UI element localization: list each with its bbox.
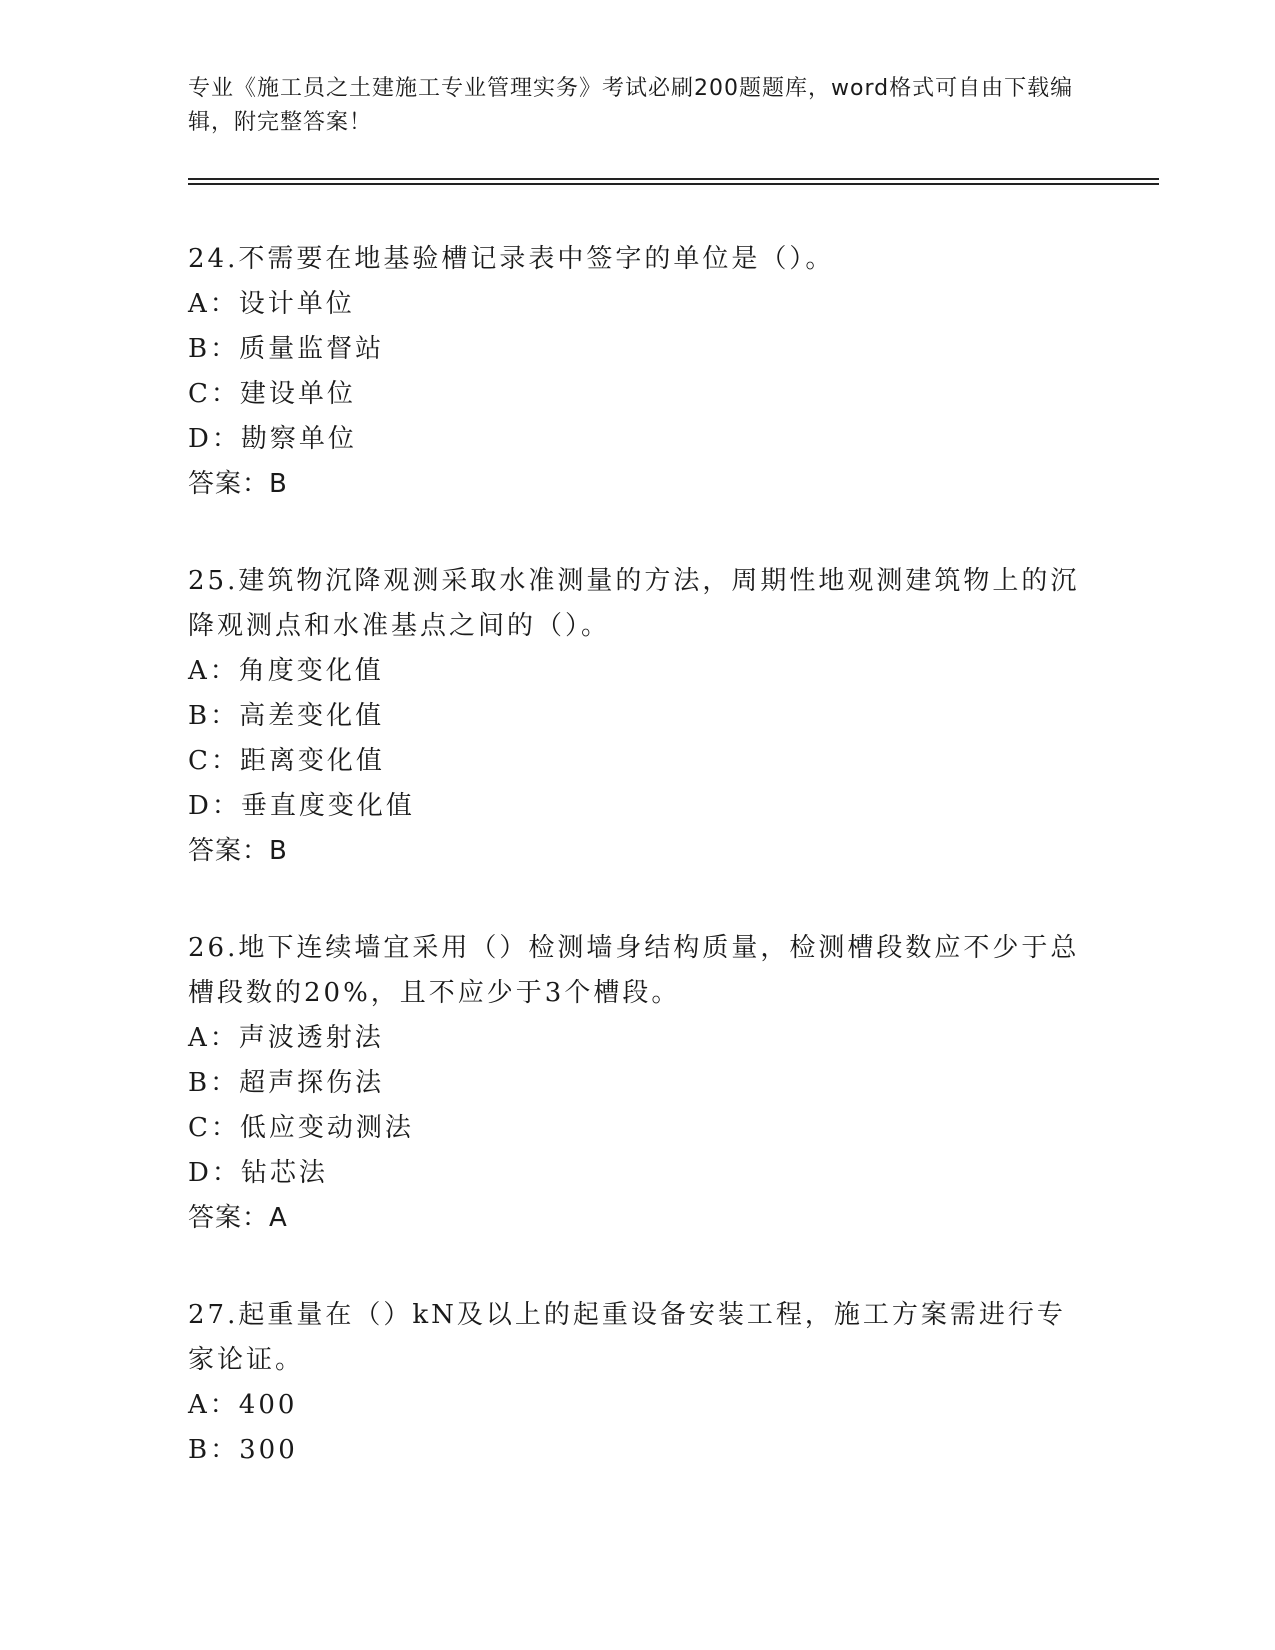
answer-line: 答案：A (188, 1203, 288, 1233)
option-c: C：低应变动测法 (188, 1113, 414, 1143)
question-stem: 27.起重量在（）kN及以上的起重设备安装工程，施工方案需进行专家论证。 (188, 1300, 1066, 1375)
option-c: C：距离变化值 (188, 746, 385, 776)
option-a: A：声波透射法 (188, 1023, 384, 1053)
answer-line: 答案：B (188, 836, 288, 866)
option-a: A：角度变化值 (188, 656, 384, 686)
option-b: B：300 (188, 1435, 298, 1465)
document-header: 专业《施工员之土建施工专业管理实务》考试必刷200题题库，word格式可自由下载编辑，附完整答案！ (188, 76, 1074, 135)
header-divider-bottom (188, 183, 1159, 185)
question-stem: 24.不需要在地基验槽记录表中签字的单位是（）。 (188, 244, 835, 274)
option-c: C：建设单位 (188, 379, 356, 409)
option-b: B：质量监督站 (188, 334, 385, 364)
question-27 (188, 1293, 1088, 1473)
option-b: B：超声探伤法 (188, 1068, 385, 1098)
header-divider-top (188, 178, 1159, 180)
answer-line: 答案：B (188, 469, 288, 499)
question-stem: 26.地下连续墙宜采用（）检测墙身结构质量，检测槽段数应不少于总槽段数的20%，且不应少于3个槽段。 (188, 933, 1080, 1008)
question-stem: 25.建筑物沉降观测采取水准测量的方法，周期性地观测建筑物上的沉降观测点和水准基点之间的（）。 (188, 566, 1080, 641)
question-list (188, 237, 1088, 1525)
option-d: D：垂直度变化值 (188, 791, 415, 821)
option-d: D：勘察单位 (188, 424, 357, 454)
question-26 (188, 926, 1088, 1241)
question-24 (188, 237, 1088, 507)
question-25 (188, 559, 1088, 874)
option-a: A：设计单位 (188, 289, 355, 319)
option-d: D：钻芯法 (188, 1158, 328, 1188)
option-b: B：高差变化值 (188, 701, 385, 731)
option-a: A：400 (188, 1390, 298, 1420)
